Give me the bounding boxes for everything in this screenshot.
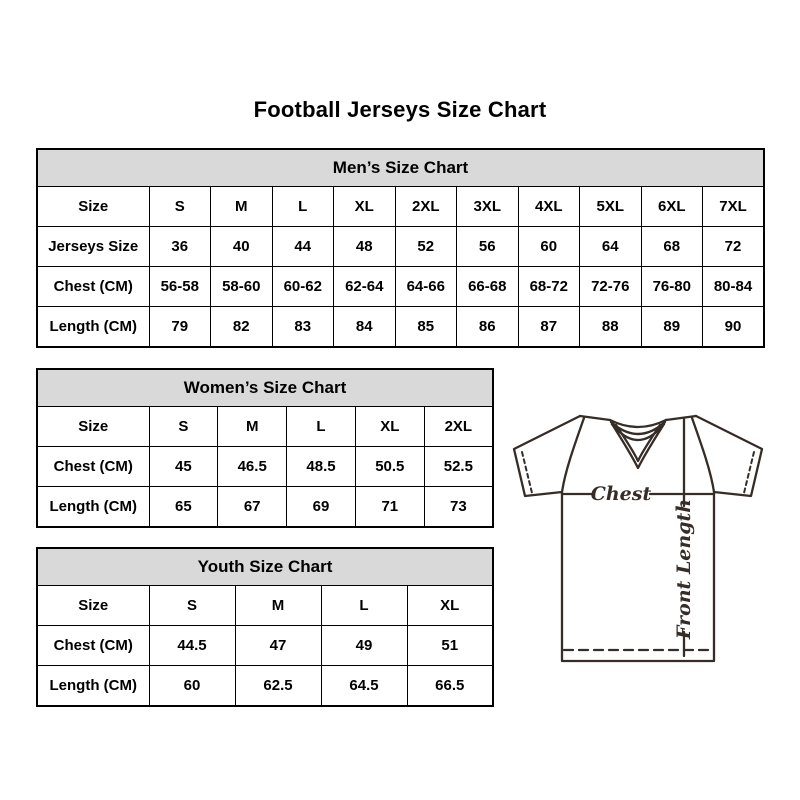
table-row: [37, 227, 764, 267]
value-cell: 62.5: [235, 666, 321, 707]
value-cell: 89: [641, 307, 703, 348]
value-cell: 45: [149, 447, 218, 487]
value-cell: 65: [149, 487, 218, 528]
table-row: [37, 626, 493, 666]
value-cell: L: [287, 407, 356, 447]
value-cell: 58-60: [211, 267, 273, 307]
value-cell: XL: [334, 187, 396, 227]
value-cell: 71: [355, 487, 424, 528]
value-cell: 6XL: [641, 187, 703, 227]
value-cell: 64: [580, 227, 642, 267]
table-row: [37, 307, 764, 348]
value-cell: 60: [149, 666, 235, 707]
jersey-outline-path: [514, 416, 762, 661]
value-cell: 40: [211, 227, 273, 267]
row-label-cell: Size: [37, 407, 149, 447]
value-cell: M: [218, 407, 287, 447]
value-cell: 90: [703, 307, 765, 348]
value-cell: 56-58: [149, 267, 211, 307]
value-cell: 2XL: [424, 407, 493, 447]
table-row: [37, 487, 493, 528]
value-cell: 82: [211, 307, 273, 348]
value-cell: 73: [424, 487, 493, 528]
mens-size-table: [36, 148, 765, 348]
value-cell: 84: [334, 307, 396, 348]
value-cell: 83: [272, 307, 334, 348]
jersey-measurement-diagram: [498, 394, 770, 670]
value-cell: 51: [407, 626, 493, 666]
value-cell: 48: [334, 227, 396, 267]
value-cell: M: [235, 586, 321, 626]
value-cell: 68: [641, 227, 703, 267]
row-label-cell: Chest (CM): [37, 626, 149, 666]
value-cell: 64.5: [321, 666, 407, 707]
value-cell: 85: [395, 307, 457, 348]
value-cell: 48.5: [287, 447, 356, 487]
table-row: [37, 666, 493, 707]
value-cell: M: [211, 187, 273, 227]
row-label-cell: Jerseys Size: [37, 227, 149, 267]
value-cell: 66.5: [407, 666, 493, 707]
value-cell: 79: [149, 307, 211, 348]
value-cell: XL: [355, 407, 424, 447]
value-cell: 44.5: [149, 626, 235, 666]
row-label-cell: Length (CM): [37, 487, 149, 528]
value-cell: 52.5: [424, 447, 493, 487]
value-cell: 69: [287, 487, 356, 528]
value-cell: 3XL: [457, 187, 519, 227]
value-cell: 80-84: [703, 267, 765, 307]
value-cell: 76-80: [641, 267, 703, 307]
value-cell: 60-62: [272, 267, 334, 307]
value-cell: 88: [580, 307, 642, 348]
value-cell: 49: [321, 626, 407, 666]
jersey-armhole-left: [562, 418, 584, 492]
table-title-band: Youth Size Chart: [37, 548, 493, 586]
table-row: [37, 447, 493, 487]
value-cell: 64-66: [395, 267, 457, 307]
value-cell: 52: [395, 227, 457, 267]
value-cell: 50.5: [355, 447, 424, 487]
value-cell: 44: [272, 227, 334, 267]
value-cell: S: [149, 586, 235, 626]
table-row: [37, 267, 764, 307]
value-cell: L: [321, 586, 407, 626]
value-cell: XL: [407, 586, 493, 626]
value-cell: 67: [218, 487, 287, 528]
value-cell: 2XL: [395, 187, 457, 227]
jersey-collar-top: [610, 420, 666, 427]
value-cell: 36: [149, 227, 211, 267]
value-cell: 56: [457, 227, 519, 267]
row-label-cell: Chest (CM): [37, 267, 149, 307]
page-title: Football Jerseys Size Chart: [253, 97, 547, 122]
value-cell: 60: [518, 227, 580, 267]
value-cell: 86: [457, 307, 519, 348]
value-cell: L: [272, 187, 334, 227]
chest-label: Chest: [590, 483, 652, 505]
table-title-band: Men’s Size Chart: [37, 149, 764, 187]
youth-size-table: [36, 547, 494, 707]
table-row: [37, 407, 493, 447]
value-cell: 72-76: [580, 267, 642, 307]
value-cell: 72: [703, 227, 765, 267]
table-row: [37, 586, 493, 626]
row-label-cell: Size: [37, 187, 149, 227]
value-cell: 46.5: [218, 447, 287, 487]
value-cell: S: [149, 407, 218, 447]
table-row: [37, 187, 764, 227]
womens-size-table: [36, 368, 494, 528]
value-cell: 66-68: [457, 267, 519, 307]
row-label-cell: Chest (CM): [37, 447, 149, 487]
value-cell: 7XL: [703, 187, 765, 227]
value-cell: 5XL: [580, 187, 642, 227]
value-cell: 87: [518, 307, 580, 348]
table-title-band: Women’s Size Chart: [37, 369, 493, 407]
front-length-label: Front Length: [673, 498, 695, 640]
value-cell: S: [149, 187, 211, 227]
jersey-armhole-right: [692, 418, 714, 492]
value-cell: 4XL: [518, 187, 580, 227]
row-label-cell: Size: [37, 586, 149, 626]
row-label-cell: Length (CM): [37, 666, 149, 707]
value-cell: 47: [235, 626, 321, 666]
row-label-cell: Length (CM): [37, 307, 149, 348]
value-cell: 68-72: [518, 267, 580, 307]
value-cell: 62-64: [334, 267, 396, 307]
